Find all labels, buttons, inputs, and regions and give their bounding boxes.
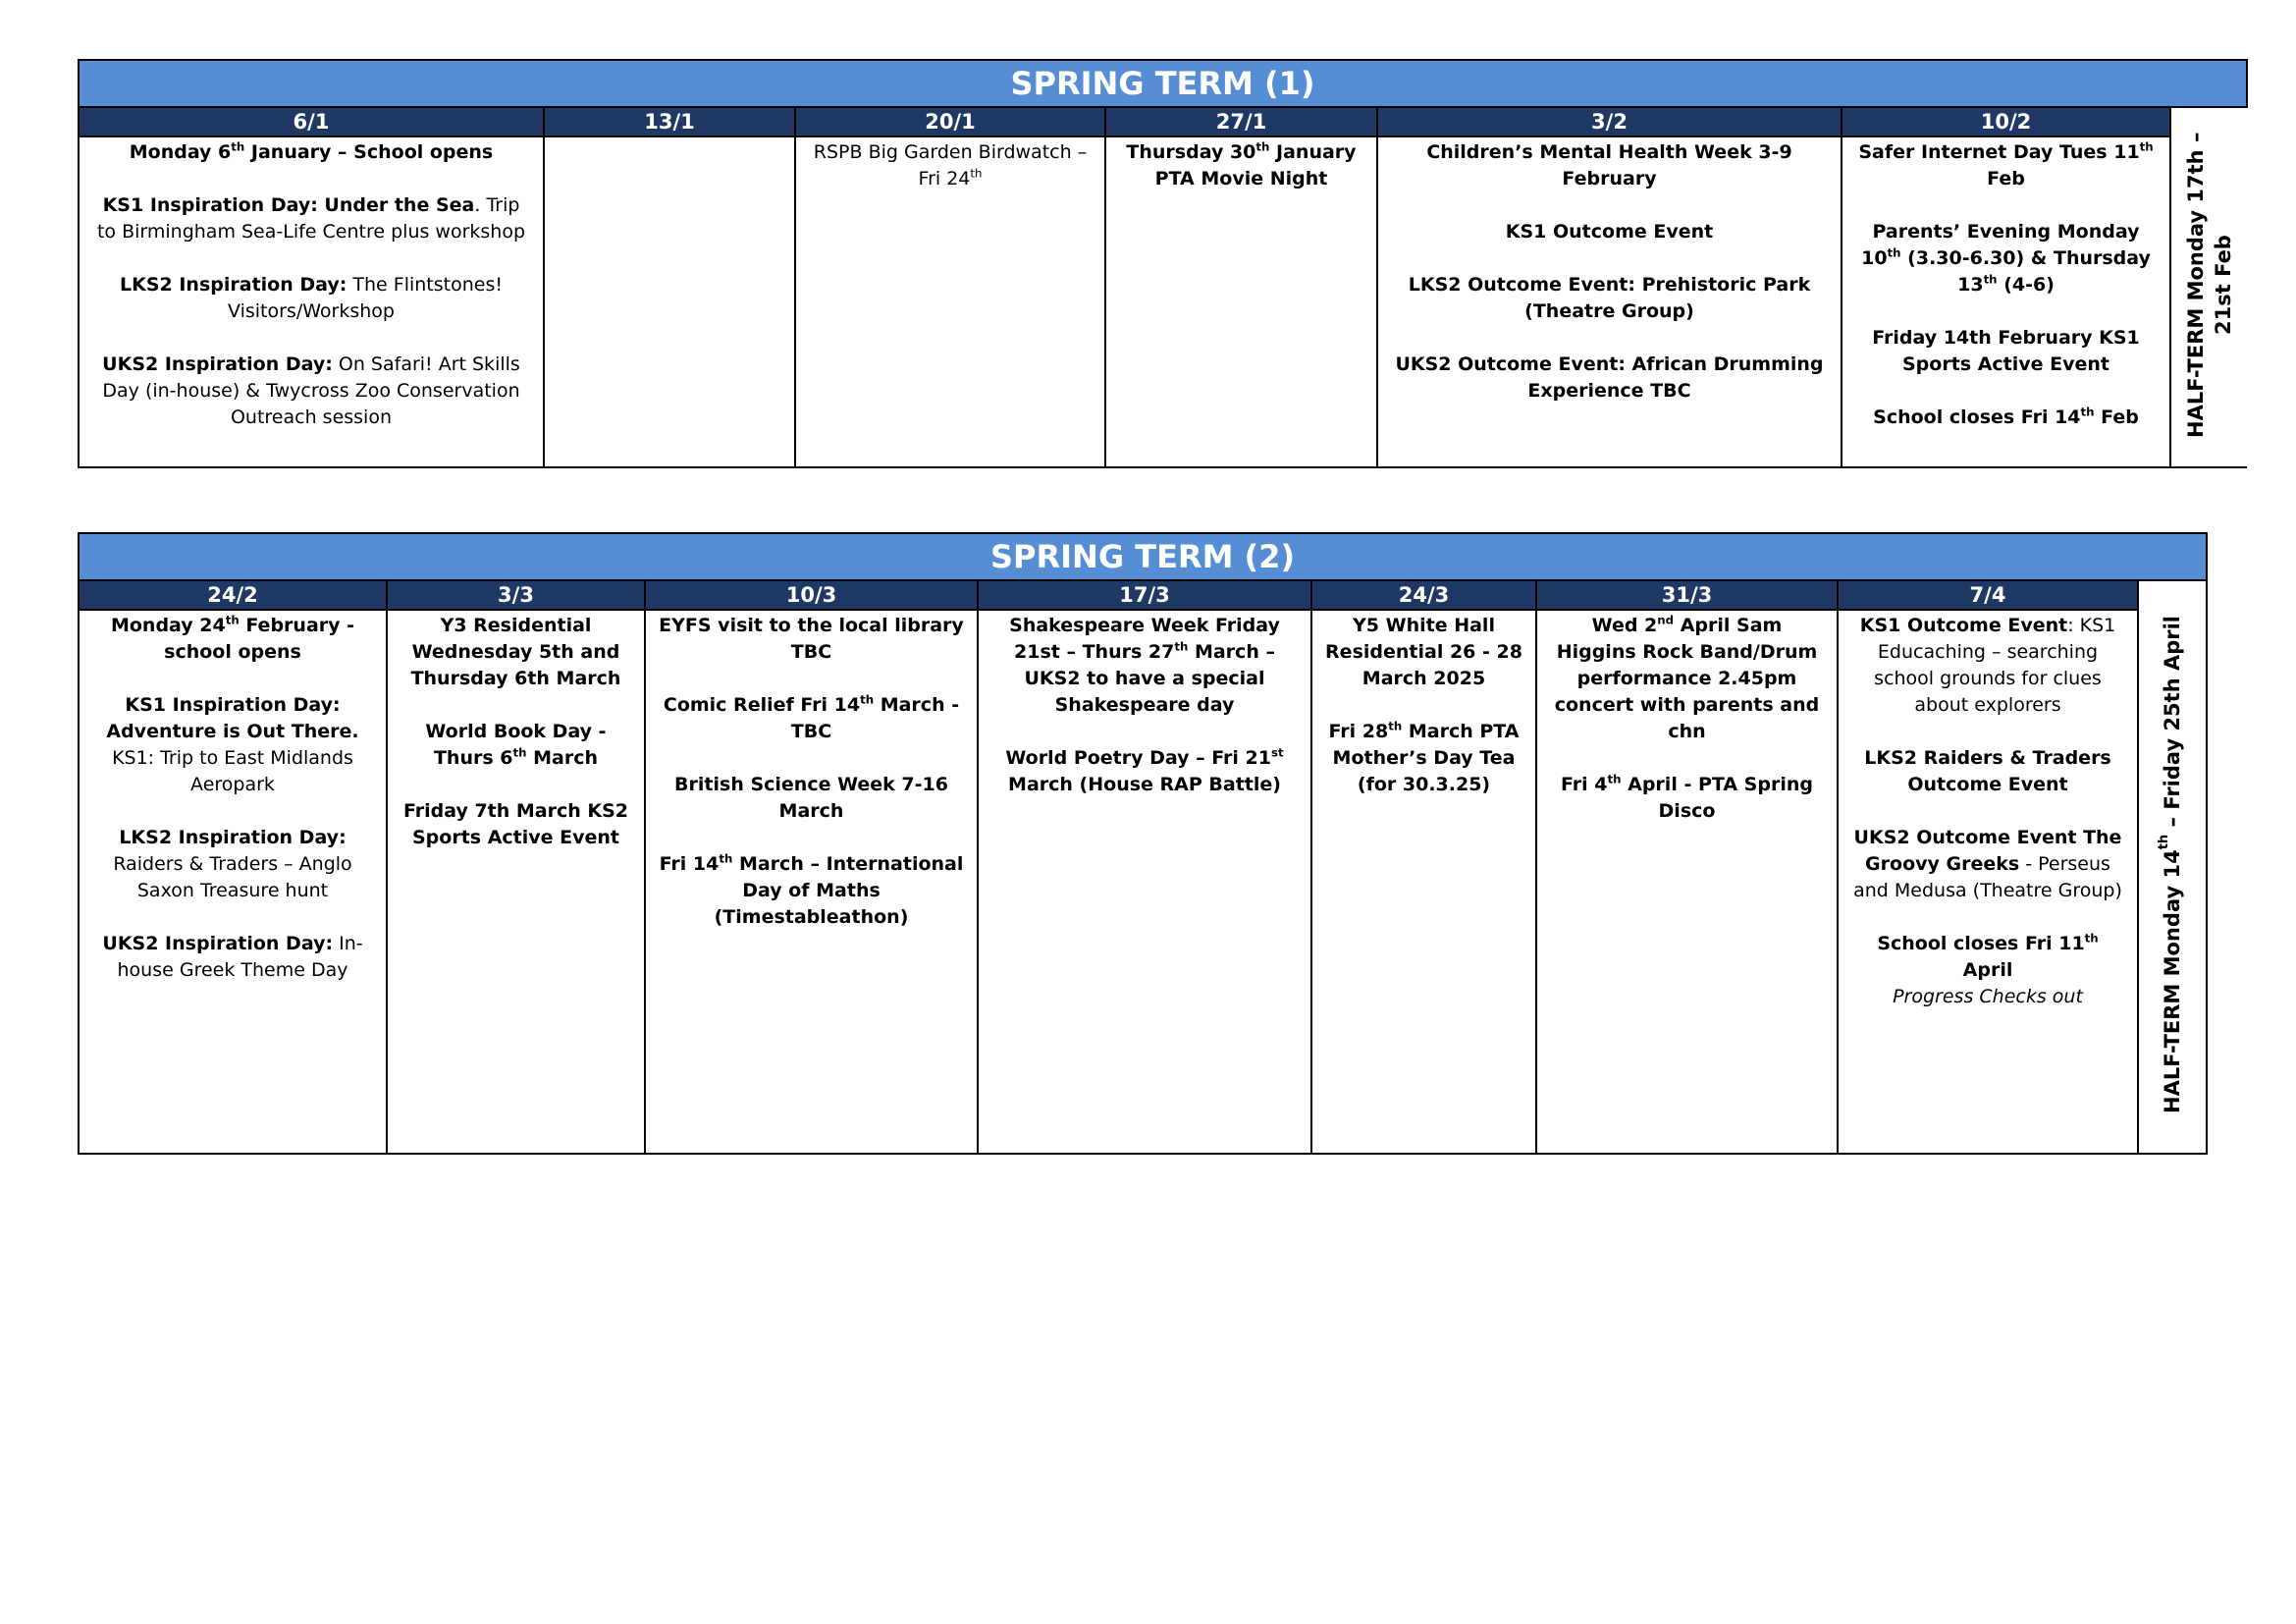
event-entry [400, 613, 632, 692]
ordinal-suffix: th [225, 613, 240, 627]
text-run: KS1 Outcome Event [1505, 221, 1714, 243]
half-term-cell [2170, 107, 2247, 467]
week-cell [795, 136, 1105, 467]
text-run: Friday 7th March KS2 Sports Active Event [402, 800, 629, 848]
ordinal-suffix: th [1887, 245, 1901, 260]
text-run: Progress Checks out [1893, 986, 2083, 1007]
week-header: 27/1 [1105, 107, 1377, 136]
event-entry [1850, 931, 2125, 1010]
event-entry [1854, 219, 2158, 298]
event-entry [91, 825, 374, 904]
text-run: LKS2 Inspiration Day: [119, 827, 347, 848]
ordinal-suffix: th [1255, 139, 1270, 154]
text-run: In-house Greek Theme Day [117, 933, 363, 981]
event-entry [658, 613, 965, 666]
week-header: 13/1 [544, 107, 795, 136]
text-run: EYFS visit to the local library TBC [659, 615, 964, 663]
event-entry [400, 798, 632, 851]
text-run: Children’s Mental Health Week 3-9 February [1426, 141, 1792, 189]
text-run: March [526, 747, 599, 769]
text-run: RSPB Big Garden Birdwatch – Fri 24 [813, 141, 1088, 189]
text-run: - Perseus and Medusa (Theatre Group) [1853, 853, 2122, 901]
text-run: Fri 4 [1561, 774, 1608, 795]
text-run: KS1 Outcome Event [1859, 615, 2068, 636]
week-cell [1842, 136, 2170, 467]
event-entry [658, 772, 965, 825]
event-entry [400, 719, 632, 772]
week-cell [978, 610, 1311, 1154]
text-run: School closes Fri 11 [1877, 933, 2085, 954]
week-cell [1105, 136, 1377, 467]
event-entry [91, 139, 531, 166]
text-run: Fri 28 [1328, 721, 1389, 742]
ordinal-suffix: th [2157, 834, 2172, 850]
week-cell [1536, 610, 1838, 1154]
text-run: Parents’ Evening Monday 10 [1861, 221, 2140, 269]
text-run: Fri 14 [659, 853, 720, 875]
event-entry [808, 139, 1093, 192]
text-run: Shakespeare Week Friday 21st – Thurs 27 [1009, 615, 1280, 663]
ordinal-suffix: nd [1657, 613, 1675, 627]
event-entry [1390, 139, 1829, 192]
ordinal-suffix: th [1388, 719, 1403, 733]
text-run: : KS1 Educaching – searching school grounds for clues about explorers [1874, 615, 2116, 716]
event-entry [91, 613, 374, 666]
text-run: Raiders & Traders – Anglo Saxon Treasure hunt [113, 853, 352, 901]
week-cell [1838, 610, 2138, 1154]
event-entry [658, 851, 965, 931]
week-header: 24/3 [1311, 580, 1536, 610]
event-entry [1854, 139, 2158, 192]
half-term-label [2182, 106, 2237, 464]
week-header: 7/4 [1838, 580, 2138, 610]
ordinal-suffix: th [1607, 772, 1622, 786]
event-entry [1324, 719, 1523, 798]
text-run: KS1 Inspiration Day: Under the Sea [102, 194, 475, 216]
text-run: April Sam Higgins Rock Band/Drum performance 2.45pm concert with parents and chn [1554, 615, 1820, 742]
text-run: HALF-TERM Monday 14 [2161, 849, 2185, 1113]
event-entry [1850, 613, 2125, 719]
text-run: On Safari! Art Skills Day (in-house) & Twycross Zoo Conservation Outreach session [102, 353, 520, 428]
text-run: . Trip to Birmingham Sea-Life Centre plus workshop [96, 194, 526, 243]
text-run: LKS2 Outcome Event: Prehistoric Park (Theatre Group) [1408, 274, 1811, 322]
text-run: Feb [1987, 168, 2025, 189]
half-term-cell [2138, 580, 2207, 1154]
text-run: HALF-TERM Monday 17th – 21st Feb [2183, 132, 2235, 438]
term-title: SPRING TERM (1) [79, 60, 2247, 107]
event-entry [91, 692, 374, 798]
event-entry [1549, 613, 1825, 745]
text-run: The Flintstones! Visitors/Workshop [228, 274, 503, 322]
week-header: 24/2 [79, 580, 387, 610]
spring-term-2-table [78, 532, 2208, 1155]
text-run: School closes Fri 14 [1873, 406, 2081, 428]
text-run: LKS2 Inspiration Day: [120, 274, 347, 296]
week-header: 3/2 [1377, 107, 1842, 136]
event-entry [91, 931, 374, 984]
ordinal-suffix: th [860, 692, 875, 707]
event-entry [1549, 772, 1825, 825]
event-entry [1390, 272, 1829, 325]
text-run: UKS2 Outcome Event The Groovy Greeks [1853, 827, 2122, 875]
half-term-label [2159, 616, 2186, 1113]
text-run: Monday 6 [129, 141, 232, 163]
text-run: January PTA Movie Night [1154, 141, 1357, 189]
text-run: Y5 White Hall Residential 26 - 28 March 2025 [1325, 615, 1522, 689]
text-run: Thursday 30 [1126, 141, 1256, 163]
text-run: LKS2 Raiders & Traders Outcome Event [1864, 747, 2111, 795]
week-cell [387, 610, 645, 1154]
event-entry [1854, 325, 2158, 378]
week-cell [79, 136, 544, 467]
text-run: March PTA Mother’s Day Tea (for 30.3.25) [1332, 721, 1520, 795]
ordinal-suffix: th [1983, 272, 1998, 287]
event-entry [1850, 825, 2125, 904]
week-header: 17/3 [978, 580, 1311, 610]
text-run: World Book Day - Thurs 6 [425, 721, 607, 769]
ordinal-suffix: th [1174, 639, 1189, 654]
text-run: Safer Internet Day Tues 11 [1858, 141, 2140, 163]
text-run: KS1 Inspiration Day: Adventure is Out There. [106, 694, 359, 742]
ordinal-suffix: th [231, 139, 245, 154]
ordinal-suffix: th [512, 745, 527, 760]
text-run: March (House RAP Battle) [1008, 774, 1281, 795]
week-header: 31/3 [1536, 580, 1838, 610]
event-entry [1850, 745, 2125, 798]
text-run: January – School opens [244, 141, 494, 163]
event-entry [1390, 352, 1829, 405]
ordinal-suffix: th [719, 851, 733, 866]
text-run: February - school opens [164, 615, 355, 663]
text-run: March - TBC [790, 694, 960, 742]
event-entry [990, 745, 1299, 798]
event-entry [91, 272, 531, 325]
event-entry [1324, 613, 1523, 692]
text-run: Feb [2094, 406, 2139, 428]
week-cell [645, 610, 978, 1154]
week-header: 3/3 [387, 580, 645, 610]
event-entry [1854, 405, 2158, 431]
ordinal-suffix: st [1270, 745, 1284, 760]
text-run: Y3 Residential Wednesday 5th and Thursday 6th March [410, 615, 621, 689]
ordinal-suffix: th [2080, 405, 2095, 419]
text-run: UKS2 Inspiration Day: [102, 933, 334, 954]
text-run: March – International Day of Maths (Timestableathon) [714, 853, 964, 928]
text-run: (3.30-6.30) & Thursday 13 [1900, 247, 2151, 296]
text-run: April - PTA Spring Disco [1621, 774, 1813, 822]
text-run: April [1962, 959, 2013, 981]
text-run: (4-6) [1997, 274, 2055, 296]
spring-term-1-table [78, 59, 2248, 468]
event-entry [1118, 139, 1364, 192]
text-run: Wed 2 [1591, 615, 1658, 636]
text-run: March – UKS2 to have a special Shakespeare day [1024, 641, 1275, 716]
event-entry [990, 613, 1299, 719]
week-cell [79, 610, 387, 1154]
week-header: 6/1 [79, 107, 544, 136]
text-run: British Science Week 7-16 March [674, 774, 948, 822]
text-run: Comic Relief Fri 14 [663, 694, 861, 716]
week-header: 10/3 [645, 580, 978, 610]
week-header: 20/1 [795, 107, 1105, 136]
text-run: Monday 24 [110, 615, 226, 636]
week-cell [544, 136, 795, 467]
text-run: World Poetry Day – Fri 21 [1005, 747, 1271, 769]
ordinal-suffix: th [2139, 139, 2154, 154]
text-run: UKS2 Inspiration Day: [102, 353, 333, 375]
text-run: Friday 14th February KS1 Sports Active Event [1872, 327, 2140, 375]
event-entry [1390, 219, 1829, 245]
week-cell [1377, 136, 1842, 467]
ordinal-suffix: th [2084, 931, 2099, 946]
ordinal-suffix: th [970, 166, 983, 181]
week-header: 10/2 [1842, 107, 2170, 136]
text-run: – Friday 25th April [2161, 616, 2185, 835]
week-cell [1311, 610, 1536, 1154]
event-entry [91, 192, 531, 245]
event-entry [658, 692, 965, 745]
event-entry [91, 352, 531, 431]
text-run: KS1: Trip to East Midlands Aeropark [112, 747, 353, 795]
text-run: UKS2 Outcome Event: African Drumming Experience TBC [1395, 353, 1824, 402]
term-title: SPRING TERM (2) [79, 533, 2207, 580]
